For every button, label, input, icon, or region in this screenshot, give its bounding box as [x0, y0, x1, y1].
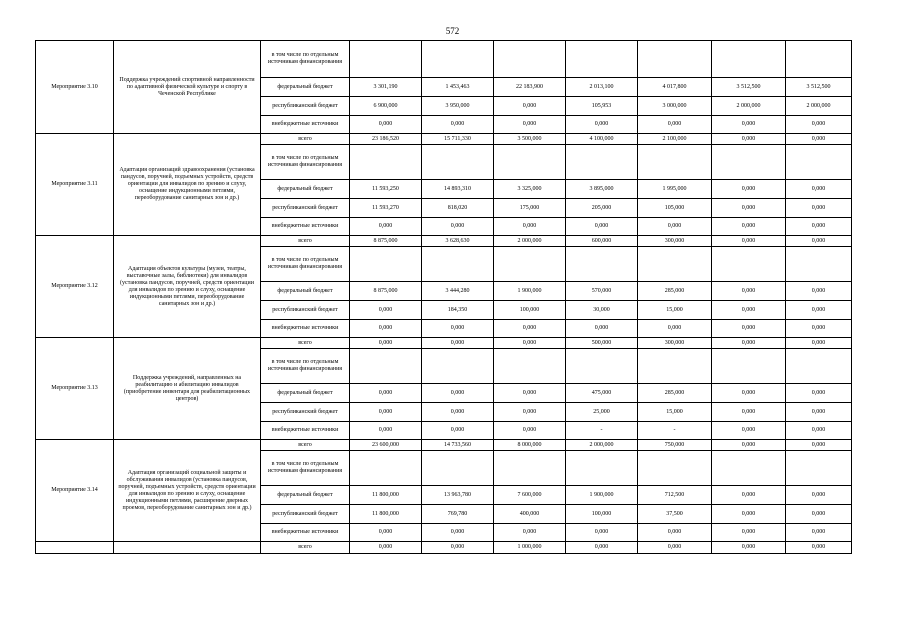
value-cell: [566, 349, 638, 384]
value-cell: 0,000: [712, 440, 786, 451]
value-cell: 0,000: [494, 384, 566, 403]
value-cell: [638, 41, 712, 78]
value-cell: 0,000: [494, 218, 566, 236]
value-cell: 0,000: [350, 542, 422, 554]
value-cell: 0,000: [566, 320, 638, 338]
value-cell: 400,000: [494, 505, 566, 524]
value-cell: 0,000: [422, 403, 494, 422]
funding-source-extra: внебюджетные источники: [261, 218, 350, 236]
value-cell: 0,000: [712, 542, 786, 554]
value-cell: 0,000: [786, 422, 852, 440]
value-cell: [786, 247, 852, 282]
value-cell: 0,000: [786, 320, 852, 338]
value-cell: 1 900,000: [494, 282, 566, 301]
value-cell: 0,000: [786, 505, 852, 524]
event-code: Мероприятие 3.11: [36, 134, 114, 236]
value-cell: 0,000: [350, 320, 422, 338]
value-cell: [494, 145, 566, 180]
funding-source-extra: внебюджетные источники: [261, 524, 350, 542]
funding-source-extra: внебюджетные источники: [261, 116, 350, 134]
value-cell: -: [638, 422, 712, 440]
value-cell: 15,000: [638, 403, 712, 422]
value-cell: 0,000: [712, 524, 786, 542]
funding-source-fed: федеральный бюджет: [261, 282, 350, 301]
value-cell: [638, 247, 712, 282]
value-cell: 570,000: [566, 282, 638, 301]
value-cell: 7 600,000: [494, 486, 566, 505]
funding-source-fed: федеральный бюджет: [261, 486, 350, 505]
value-cell: 6 900,000: [350, 97, 422, 116]
value-cell: 0,000: [494, 97, 566, 116]
value-cell: 750,000: [638, 440, 712, 451]
value-cell: 475,000: [566, 384, 638, 403]
table-body: [36, 41, 852, 554]
event-code: Мероприятие 3.10: [36, 41, 114, 134]
value-cell: 0,000: [786, 218, 852, 236]
value-cell: 2 000,000: [786, 97, 852, 116]
value-cell: 0,000: [712, 134, 786, 145]
value-cell: 818,020: [422, 199, 494, 218]
value-cell: 2 000,000: [494, 236, 566, 247]
funding-source-rep: республиканский бюджет: [261, 301, 350, 320]
value-cell: [566, 451, 638, 486]
value-cell: 3 444,280: [422, 282, 494, 301]
value-cell: 0,000: [350, 338, 422, 349]
value-cell: 285,000: [638, 384, 712, 403]
funding-source-total: всего: [261, 338, 350, 349]
value-cell: [786, 451, 852, 486]
value-cell: 0,000: [712, 301, 786, 320]
value-cell: [350, 451, 422, 486]
value-cell: 0,000: [638, 524, 712, 542]
value-cell: 0,000: [712, 116, 786, 134]
value-cell: 0,000: [494, 338, 566, 349]
value-cell: 11 800,000: [350, 486, 422, 505]
value-cell: 0,000: [712, 180, 786, 199]
funding-source-extra: внебюджетные источники: [261, 422, 350, 440]
funding-source-fed: федеральный бюджет: [261, 78, 350, 97]
value-cell: 3 512,500: [786, 78, 852, 97]
value-cell: 0,000: [638, 218, 712, 236]
value-cell: 0,000: [712, 282, 786, 301]
value-cell: 2 000,000: [566, 440, 638, 451]
table-row: [36, 41, 852, 78]
funding-source-incl: в том числе по отдельным источникам финансирования: [261, 349, 350, 384]
value-cell: 0,000: [350, 301, 422, 320]
table-row: [36, 338, 852, 349]
value-cell: [566, 41, 638, 78]
value-cell: 0,000: [422, 524, 494, 542]
value-cell: 0,000: [494, 116, 566, 134]
value-cell: 11 800,000: [350, 505, 422, 524]
value-cell: [422, 349, 494, 384]
value-cell: 0,000: [638, 116, 712, 134]
value-cell: 0,000: [712, 384, 786, 403]
value-cell: 0,000: [350, 384, 422, 403]
value-cell: 14 733,560: [422, 440, 494, 451]
event-description: Адаптация объектов культуры (музеи, театры, выставочные залы, библиотеки) для инвалидов (установка пандусов, поручней, средств ориентации для инвалидов по зрению и слуху, оснащение индукционными петлями, переоборудование санитарных зон и др.): [114, 236, 261, 338]
value-cell: [422, 247, 494, 282]
funding-source-incl: в том числе по отдельным источникам финансирования: [261, 247, 350, 282]
funding-source-total: всего: [261, 236, 350, 247]
value-cell: 0,000: [638, 542, 712, 554]
value-cell: [494, 41, 566, 78]
value-cell: 37,500: [638, 505, 712, 524]
value-cell: 0,000: [786, 116, 852, 134]
value-cell: 15 711,330: [422, 134, 494, 145]
value-cell: [712, 451, 786, 486]
table-row: [36, 134, 852, 145]
value-cell: 0,000: [712, 403, 786, 422]
value-cell: [494, 247, 566, 282]
value-cell: 3 895,000: [566, 180, 638, 199]
funding-source-extra: внебюджетные источники: [261, 320, 350, 338]
value-cell: 0,000: [786, 180, 852, 199]
value-cell: 0,000: [786, 403, 852, 422]
funding-source-rep: республиканский бюджет: [261, 199, 350, 218]
value-cell: 0,000: [712, 486, 786, 505]
value-cell: 11 593,270: [350, 199, 422, 218]
value-cell: 0,000: [786, 338, 852, 349]
value-cell: 0,000: [494, 524, 566, 542]
table-row: [36, 542, 852, 554]
value-cell: 500,000: [566, 338, 638, 349]
value-cell: 0,000: [422, 218, 494, 236]
value-cell: 0,000: [350, 218, 422, 236]
value-cell: 0,000: [638, 320, 712, 338]
value-cell: 1 000,000: [494, 542, 566, 554]
value-cell: 100,000: [494, 301, 566, 320]
value-cell: 23 600,000: [350, 440, 422, 451]
value-cell: 300,000: [638, 236, 712, 247]
value-cell: 0,000: [786, 134, 852, 145]
value-cell: 23 186,520: [350, 134, 422, 145]
value-cell: 184,350: [422, 301, 494, 320]
funding-source-total: всего: [261, 542, 350, 554]
value-cell: 0,000: [494, 320, 566, 338]
value-cell: 0,000: [350, 116, 422, 134]
value-cell: [566, 145, 638, 180]
value-cell: 0,000: [712, 199, 786, 218]
value-cell: 0,000: [712, 236, 786, 247]
value-cell: -: [566, 422, 638, 440]
funding-source-incl: в том числе по отдельным источникам финансирования: [261, 451, 350, 486]
value-cell: [786, 349, 852, 384]
event-code: Мероприятие 3.13: [36, 338, 114, 440]
value-cell: 0,000: [350, 403, 422, 422]
value-cell: 105,000: [638, 199, 712, 218]
value-cell: 0,000: [786, 236, 852, 247]
value-cell: 205,000: [566, 199, 638, 218]
value-cell: 0,000: [712, 218, 786, 236]
event-description: Поддержка учреждений, направленных на реабилитацию и абилитацию инвалидов (приобретение инвентаря для реабилитационных центров): [114, 338, 261, 440]
event-description: [114, 542, 261, 554]
value-cell: 0,000: [422, 116, 494, 134]
value-cell: 769,780: [422, 505, 494, 524]
value-cell: [350, 145, 422, 180]
value-cell: 300,000: [638, 338, 712, 349]
value-cell: [422, 41, 494, 78]
value-cell: 0,000: [566, 116, 638, 134]
value-cell: 3 950,000: [422, 97, 494, 116]
value-cell: 8 875,000: [350, 282, 422, 301]
value-cell: 0,000: [712, 320, 786, 338]
budget-table: [35, 40, 852, 554]
value-cell: 3 500,000: [494, 134, 566, 145]
value-cell: [494, 451, 566, 486]
value-cell: 100,000: [566, 505, 638, 524]
value-cell: 0,000: [422, 384, 494, 403]
value-cell: [638, 349, 712, 384]
value-cell: [422, 451, 494, 486]
funding-source-fed: федеральный бюджет: [261, 384, 350, 403]
value-cell: 0,000: [712, 338, 786, 349]
value-cell: [638, 451, 712, 486]
value-cell: 1 995,000: [638, 180, 712, 199]
value-cell: [566, 247, 638, 282]
value-cell: 285,000: [638, 282, 712, 301]
value-cell: 0,000: [786, 301, 852, 320]
value-cell: [786, 41, 852, 78]
value-cell: 0,000: [350, 422, 422, 440]
value-cell: 0,000: [712, 505, 786, 524]
value-cell: 0,000: [786, 384, 852, 403]
value-cell: 3 325,000: [494, 180, 566, 199]
value-cell: 4 017,800: [638, 78, 712, 97]
value-cell: 3 301,190: [350, 78, 422, 97]
value-cell: [712, 349, 786, 384]
value-cell: 0,000: [566, 218, 638, 236]
funding-source-total: всего: [261, 440, 350, 451]
value-cell: 0,000: [422, 338, 494, 349]
value-cell: 22 183,900: [494, 78, 566, 97]
value-cell: 0,000: [712, 422, 786, 440]
event-description: Поддержка учреждений спортивной направленности по адаптивной физической культуре и спорту в Чеченской Республике: [114, 41, 261, 134]
value-cell: 0,000: [494, 403, 566, 422]
value-cell: [350, 247, 422, 282]
value-cell: [494, 349, 566, 384]
value-cell: 8 000,000: [494, 440, 566, 451]
value-cell: 30,000: [566, 301, 638, 320]
value-cell: 600,000: [566, 236, 638, 247]
value-cell: 14 893,310: [422, 180, 494, 199]
table-row: [36, 236, 852, 247]
event-description: Адаптация организаций здравоохранения (установка пандусов, поручней, подъемных устройств, средств ориентации для инвалидов по зрению и слуху, оснащение индукционными петлями, переоборудование санитарных зон и др.): [114, 134, 261, 236]
funding-source-fed: федеральный бюджет: [261, 180, 350, 199]
value-cell: 15,000: [638, 301, 712, 320]
value-cell: 105,953: [566, 97, 638, 116]
page-number: 572: [445, 26, 460, 36]
value-cell: 2 000,000: [712, 97, 786, 116]
value-cell: 0,000: [786, 282, 852, 301]
value-cell: [786, 145, 852, 180]
table-row: [36, 440, 852, 451]
value-cell: 0,000: [786, 486, 852, 505]
value-cell: 0,000: [786, 440, 852, 451]
value-cell: [712, 41, 786, 78]
value-cell: [350, 41, 422, 78]
value-cell: 0,000: [786, 542, 852, 554]
value-cell: [638, 145, 712, 180]
value-cell: 712,500: [638, 486, 712, 505]
value-cell: 0,000: [566, 524, 638, 542]
value-cell: 3 628,630: [422, 236, 494, 247]
value-cell: 2 013,100: [566, 78, 638, 97]
value-cell: 1 453,463: [422, 78, 494, 97]
value-cell: 3 000,000: [638, 97, 712, 116]
value-cell: 4 100,000: [566, 134, 638, 145]
funding-source-rep: республиканский бюджет: [261, 505, 350, 524]
value-cell: 0,000: [422, 542, 494, 554]
funding-source-rep: республиканский бюджет: [261, 97, 350, 116]
event-code: Мероприятие 3.12: [36, 236, 114, 338]
value-cell: 2 100,000: [638, 134, 712, 145]
value-cell: 25,000: [566, 403, 638, 422]
funding-source-incl: в том числе по отдельным источникам финансирования: [261, 41, 350, 78]
value-cell: 0,000: [350, 524, 422, 542]
value-cell: [422, 145, 494, 180]
value-cell: 0,000: [494, 422, 566, 440]
value-cell: 1 900,000: [566, 486, 638, 505]
funding-source-total: всего: [261, 134, 350, 145]
funding-source-rep: республиканский бюджет: [261, 403, 350, 422]
value-cell: 13 963,780: [422, 486, 494, 505]
value-cell: 0,000: [786, 524, 852, 542]
value-cell: 0,000: [786, 199, 852, 218]
funding-source-incl: в том числе по отдельным источникам финансирования: [261, 145, 350, 180]
value-cell: 0,000: [566, 542, 638, 554]
value-cell: 175,000: [494, 199, 566, 218]
event-description: Адаптация организаций социальной защиты и обслуживания инвалидов (установка пандусов, поручней, подъемных устройств, средств ориентации для инвалидов по зрению и слуху, оснащение индукционными петлями, расширение дверных проемов, переоборудование санитарных зон и др.): [114, 440, 261, 542]
value-cell: [712, 247, 786, 282]
value-cell: 3 512,500: [712, 78, 786, 97]
value-cell: 0,000: [422, 422, 494, 440]
value-cell: [350, 349, 422, 384]
value-cell: 0,000: [422, 320, 494, 338]
value-cell: 8 875,000: [350, 236, 422, 247]
value-cell: 11 593,250: [350, 180, 422, 199]
value-cell: [712, 145, 786, 180]
event-code: [36, 542, 114, 554]
event-code: Мероприятие 3.14: [36, 440, 114, 542]
